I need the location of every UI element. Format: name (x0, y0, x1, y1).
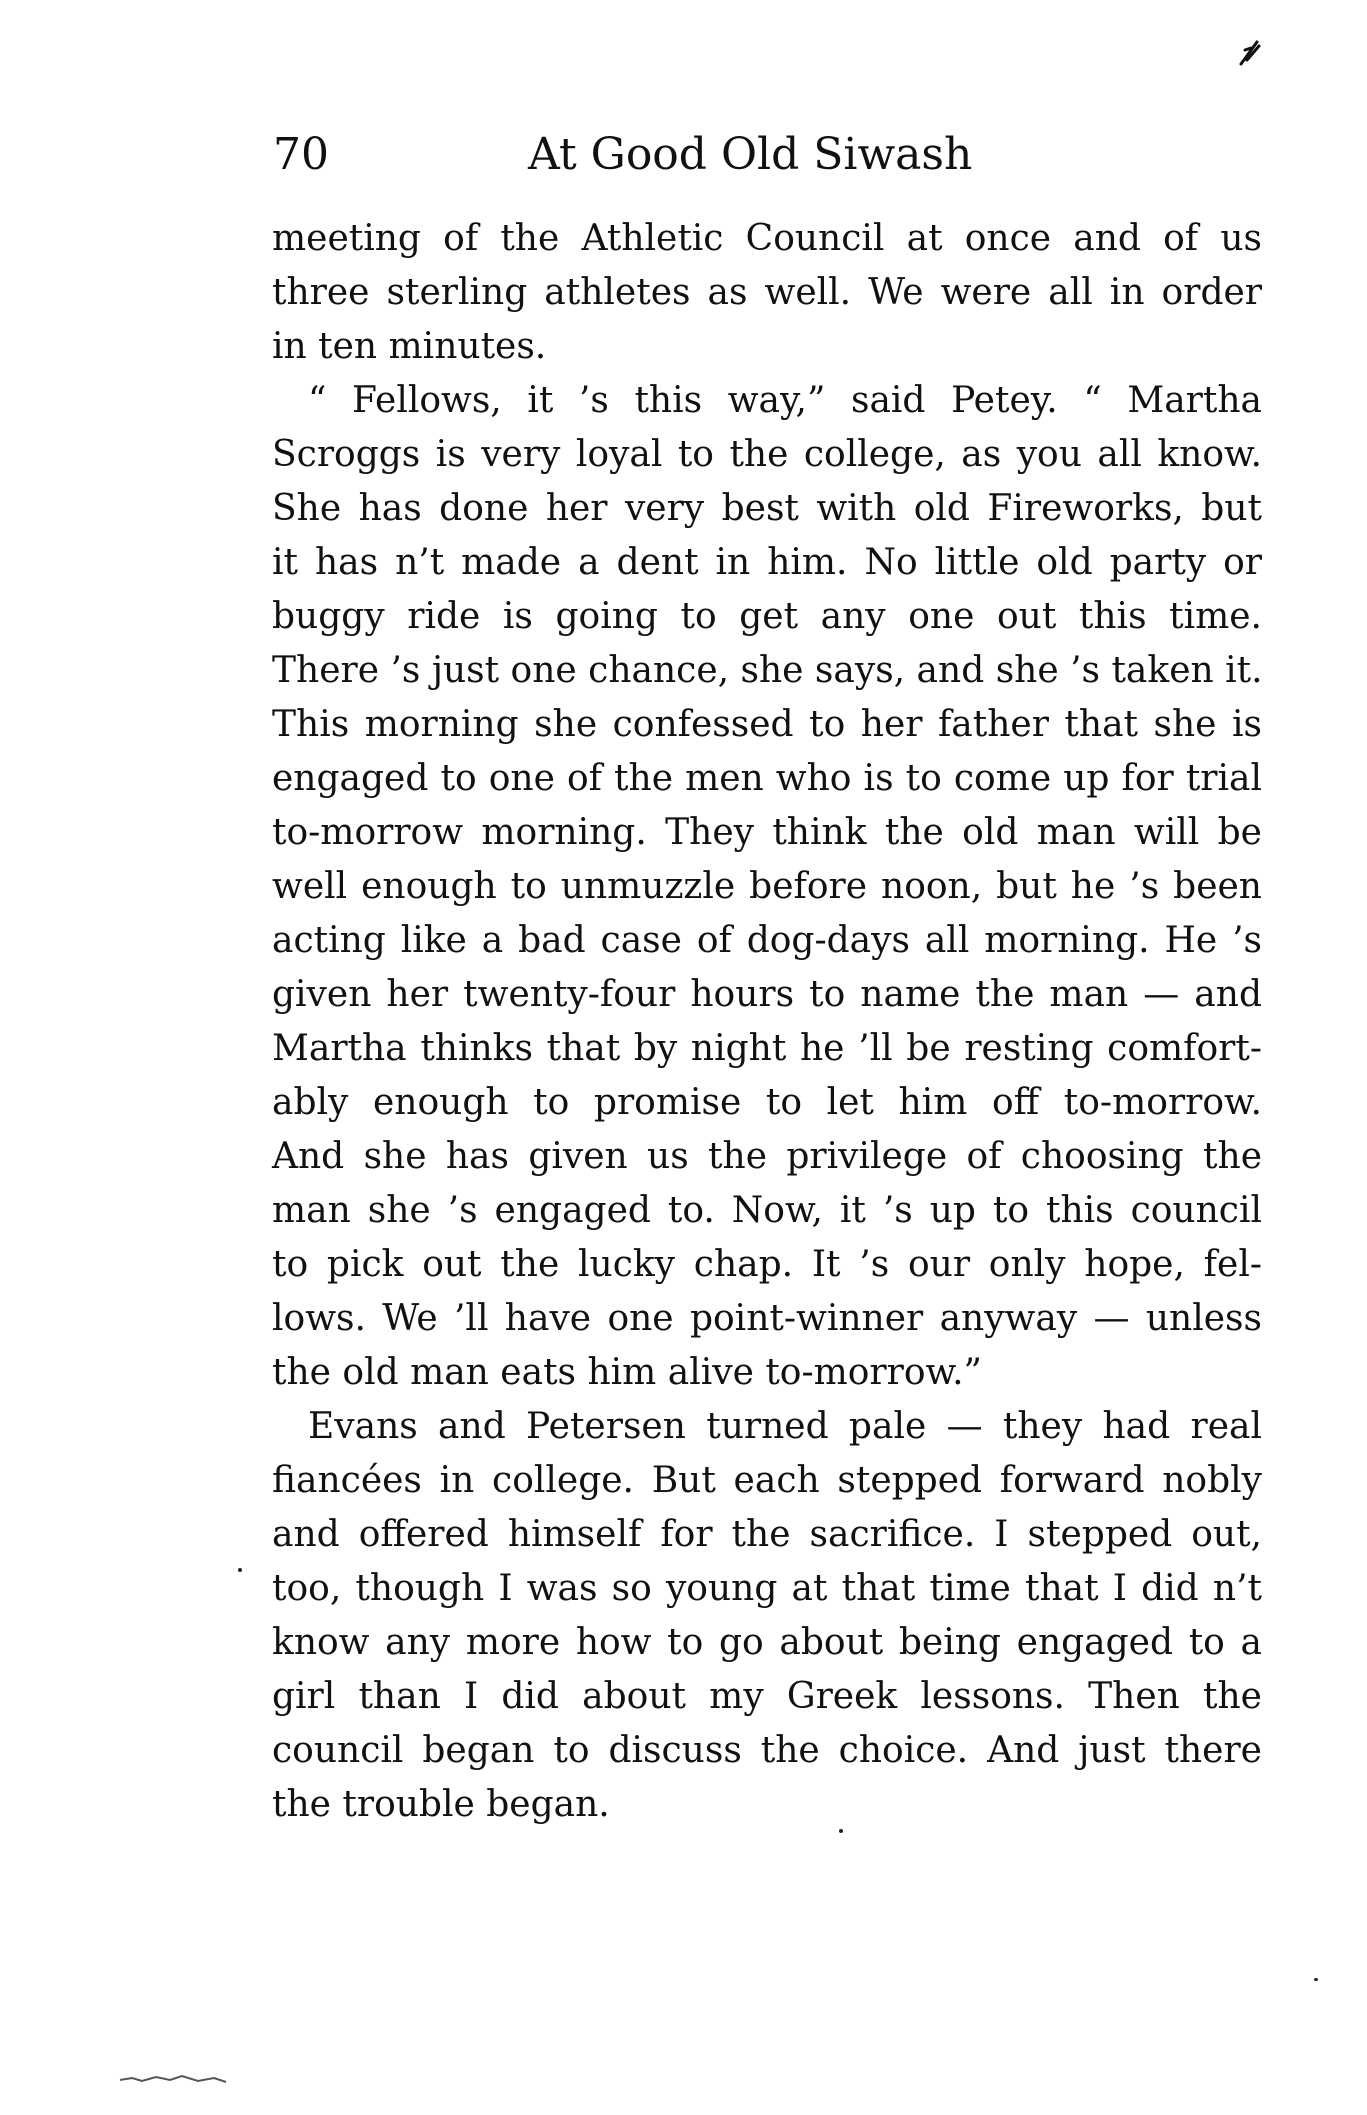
text-line: and offered himself for the sacrifice. I stepped out, (272, 1514, 1262, 1555)
text-line: She has done her very best with old Fireworks, but (272, 488, 1262, 529)
text-line: engaged to one of the men who is to come up for trial (272, 758, 1262, 799)
text-line: to pick out the lucky chap. It ’s our only hope, fel- (272, 1244, 1262, 1285)
text-line: There ’s just one chance, she says, and she ’s taken it. (272, 650, 1263, 691)
text-line: well enough to unmuzzle before noon, but he ’s been (272, 866, 1262, 907)
text-line: Evans and Petersen turned pale — they had real (308, 1406, 1262, 1447)
text-line: it has n’t made a dent in him. No little old party or (272, 542, 1262, 583)
scan-smudge-icon (118, 2072, 228, 2086)
ink-mark-icon (1237, 38, 1263, 66)
running-head (273, 125, 1263, 185)
text-line: too, though I was so young at that time that I did n’t (272, 1568, 1262, 1609)
text-line: fiancées in college. But each stepped forward nobly (272, 1460, 1262, 1501)
running-title: At Good Old Siwash (528, 129, 973, 180)
text-line: the old man eats him alive to-morrow.” (272, 1352, 982, 1393)
text-line: Scroggs is very loyal to the college, as you all know. (272, 434, 1262, 475)
text-line: acting like a bad case of dog-days all morning. He ’s (272, 920, 1262, 961)
text-line: lows. We ’ll have one point-winner anyway — unless (272, 1298, 1262, 1339)
text-line: buggy ride is going to get any one out this time. (272, 596, 1262, 637)
text-line: This morning she confessed to her father that she is (272, 704, 1262, 745)
body-text (272, 212, 1262, 1832)
text-line: girl than I did about my Greek lessons. Then the (272, 1676, 1262, 1717)
page-number: 70 (273, 129, 329, 180)
text-line: meeting of the Athletic Council at once and of us (272, 218, 1262, 259)
text-line: man she ’s engaged to. Now, it ’s up to this council (272, 1190, 1262, 1231)
speck (1314, 1978, 1318, 1981)
text-line: “ Fellows, it ’s this way,” said Petey. “ Martha (308, 380, 1262, 421)
text-line: know any more how to go about being engaged to a (272, 1622, 1262, 1663)
text-line: And she has given us the privilege of choosing the (272, 1136, 1262, 1177)
speck (839, 1829, 843, 1833)
text-line: the trouble began. (272, 1784, 610, 1825)
text-line: three sterling athletes as well. We were all in order (272, 272, 1262, 313)
text-line: ably enough to promise to let him off to-morrow. (272, 1082, 1262, 1123)
speck (238, 1568, 242, 1572)
text-line: council began to discuss the choice. And just there (272, 1730, 1262, 1771)
text-line: given her twenty-four hours to name the man — and (272, 974, 1262, 1015)
text-line: to-morrow morning. They think the old man will be (272, 812, 1262, 853)
text-line: in ten minutes. (272, 326, 547, 367)
text-line: Martha thinks that by night he ’ll be resting comfort- (272, 1028, 1262, 1069)
